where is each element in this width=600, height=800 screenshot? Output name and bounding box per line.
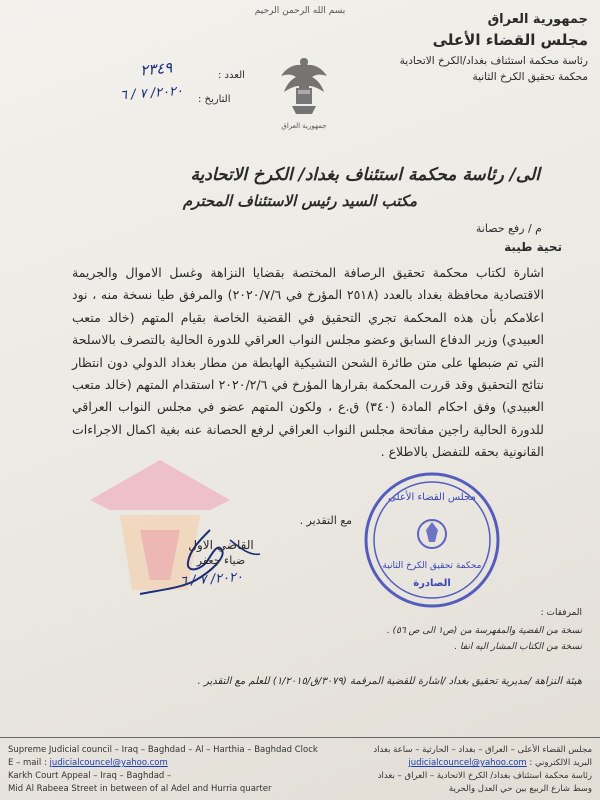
footer-en-email-label: E – mail : [8, 758, 50, 768]
recipient-line: الى/ رئاسة محكمة استئناف بغداد/ الكرخ الاتحادية [190, 165, 540, 185]
stamp-top-text: مجلس القضاء الأعلى [388, 492, 476, 503]
footer-ar-email-label: البريد الالكتروني : [526, 758, 592, 768]
footer-en-address: Supreme Judicial council – Iraq – Baghdad – Al – Harthia – Baghdad Clock [8, 745, 318, 755]
attachment-item: نسخة من القضية والمفهرسة من (ص١ الى ص ٥٦) . [386, 626, 582, 636]
court-stamp-icon [362, 470, 502, 610]
greeting: تحية طيبة [504, 240, 562, 254]
eagle-emblem-icon [278, 52, 330, 122]
stamp-bottom-text: الصادرة [413, 578, 451, 589]
recipient-office: مكتب السيد رئيس الاستئناف المحترم [182, 192, 418, 210]
number-label: العدد : [218, 70, 245, 81]
footer-ar-email-row [322, 758, 592, 768]
basmala: بسم الله الرحمن الرحيم [254, 6, 346, 16]
footer-en-email-link[interactable]: judicialcouncel@yahoo.com [49, 758, 168, 768]
footer-ar-street: وسط شارع الربيع بين حي العدل والحرية [448, 784, 592, 794]
judge-title: القاضي الاول [188, 538, 254, 552]
footer-ar-address: مجلس القضاء الأعلى – العراق – بغداد – الحارثية – ساعة بغداد [373, 745, 592, 755]
signature-date: ٢٠٢٠/ ٧ / ٦ [179, 569, 244, 590]
emblem-label: جمهورية العراق [281, 122, 327, 130]
stamp-middle-text: محكمة تحقيق الكرخ الثانية [382, 561, 482, 571]
date-label: التاريخ : [198, 94, 231, 105]
presidency-name: رئاسة محكمة استئناف بغداد/الكرخ الاتحادية [399, 55, 588, 67]
footer-divider [0, 737, 600, 738]
council-name: مجلس القضاء الأعلى [432, 31, 588, 49]
court-name: محكمة تحقيق الكرخ الثانية [472, 71, 588, 83]
letter-body: اشارة لكتاب محكمة تحقيق الرصافة المختصة بقضايا النزاهة وغسل الاموال والجريمة الاقتصادية محافظة بغداد بالعدد (٢٥١٨ المؤرخ في ٢٠٢٠/٧/٦) والمرفق طيا نسخة منه ، نود اعلامكم بأن هذه المحكمة تجري التحقيق في القضية الخاصة بقيام المتهم (خالد متعب العبيدي) وزير الدفاع السابق وعضو مجلس النواب العراقي للدورة الحالية بالتصرف بالاسلحة التي تم ضبطها على متن طائرة الشحن التشيكية الهابطة من مطار بغداد الدولي دون انتظار نتائج التحقيق وقد قررت المحكمة بقرارها المؤرخ في ٢٠٢٠/٢/٦ استقدام المتهم (خالد متعب العبيدي) وفق احكام المادة (٣٤٠) ق.ع ، ولكون المتهم عضو في مجلس النواب العراقي للدورة الحالية راجين مفاتحة مجلس النواب العراقي لرفع الحصانة عنه بغية اكمال الاجراءات القانونية بحقه للتفضل بالاطلاع . [72, 265, 545, 460]
country-name: جمهورية العراق [487, 12, 588, 27]
footer-en-street: Mid Al Rabeea Street in between of al Adel and Hurria quarter [8, 784, 272, 794]
letterhead [378, 12, 588, 83]
footer-ar-email-link[interactable]: judicialcouncel@yahoo.com [408, 758, 527, 768]
attachments-title: المرفقات : [540, 608, 582, 618]
footer-ar-court: رئاسة محكمة استئناف بغداد/ الكرخ الاتحادية – العراق – بغداد [377, 771, 592, 781]
attachment-item: نسخة من الكتاب المشار اليه انفا . [454, 642, 582, 652]
footer-en-court: Karkh Court Appeal – Iraq – Baghdad – [8, 771, 172, 781]
date-value: ٢٠٢٠/ ٧ / ٦ [119, 83, 184, 104]
footer-en-email-row [8, 758, 168, 768]
subject-line: م / رفع حصانة [475, 222, 542, 235]
number-value: ٢٣٤٩ [139, 58, 174, 80]
cc-line: هيئة النزاهة /مديرية تحقيق بغداد /اشارة للقضية المرقمة (٣٠٧٩/ق/١/٢٠١٥) للعلم مع التقدير . [197, 676, 582, 687]
judge-name: ضياء جعفر [196, 554, 246, 567]
closing-regards: مع التقدير . [299, 514, 352, 527]
